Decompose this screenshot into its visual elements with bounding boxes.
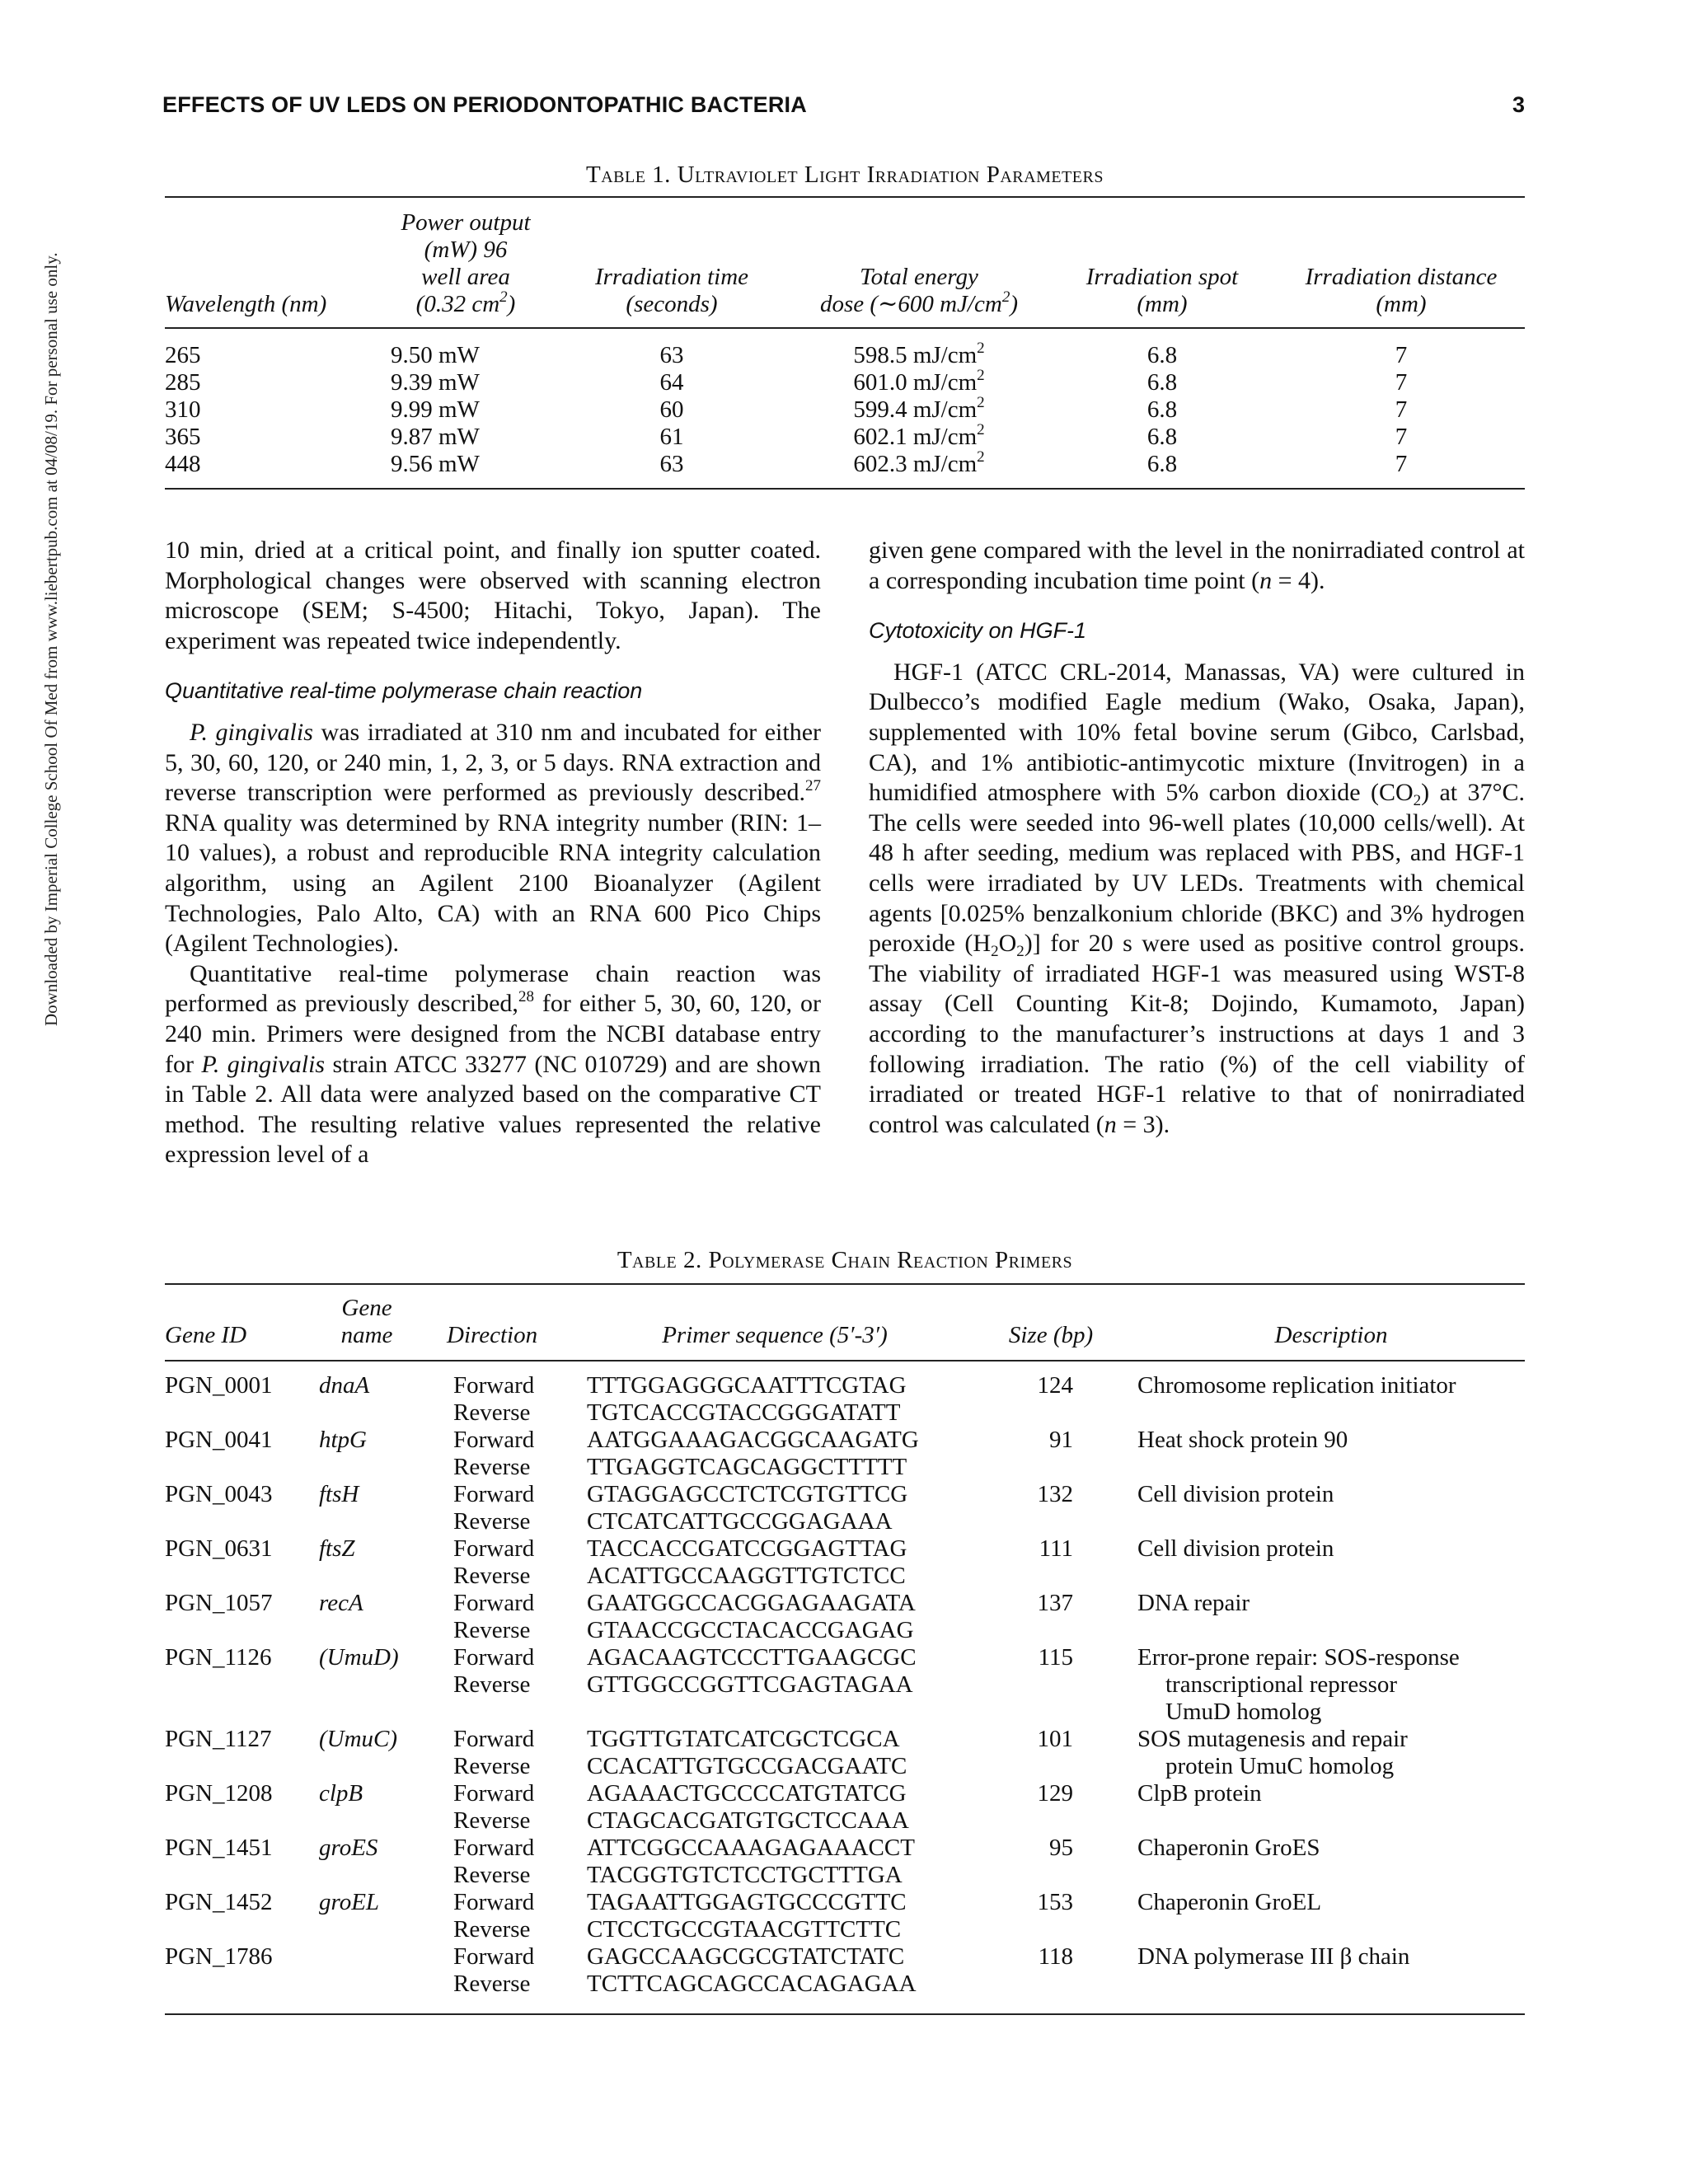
table2-cell-gene-name: (UmuD) — [319, 1644, 399, 1671]
table1-header-energy-line1: Total energy — [860, 264, 978, 290]
table1-cell-time: 64 — [659, 369, 684, 396]
table2-cell-primer-reverse: TGTCACCGTACCGGGATATT — [587, 1399, 901, 1426]
table1-cell-distance: 7 — [1395, 451, 1408, 477]
table2-cell-gene-id: PGN_0041 — [165, 1427, 273, 1453]
table2-cell-description — [1137, 1644, 1550, 1726]
table2-cell-primer-reverse: CTCATCATTGCCGGAGAAA — [587, 1508, 893, 1535]
table2-cell-size: 124 — [1037, 1372, 1073, 1399]
table2-cell-primer-reverse: CTAGCACGATGTGCTCCAAA — [587, 1807, 909, 1834]
table2-cell-gene-id: PGN_0001 — [165, 1372, 273, 1399]
table1-cell-power: 9.39 mW — [391, 369, 480, 396]
table2-cell-description — [1137, 1780, 1550, 1807]
table1-header-power-line2: (mW) 96 — [424, 237, 508, 263]
table2-cell-description — [1137, 1590, 1550, 1617]
table1-cell-time: 60 — [659, 396, 684, 423]
table2-header-direction: Direction — [447, 1322, 538, 1348]
table2-cell-primer-reverse: TTGAGGTCAGCAGGCTTTTT — [587, 1454, 907, 1480]
table2-cell-description — [1137, 1889, 1550, 1916]
table2-caption: Table 2. Polymerase Chain Reaction Primers — [617, 1247, 1073, 1273]
table1-cell-power: 9.56 mW — [391, 451, 480, 477]
table1-cell-spot: 6.8 — [1146, 342, 1178, 368]
table2-cell-primer-reverse: TACGGTGTCTCCTGCTTTGA — [587, 1862, 903, 1888]
table2-header-gene-name-line1: Gene — [341, 1295, 392, 1321]
table1-cell-spot: 6.8 — [1146, 424, 1178, 450]
table1-cell-distance: 7 — [1395, 396, 1408, 423]
table1-cell-time: 61 — [659, 424, 684, 450]
table2-header-rule — [165, 1360, 1525, 1361]
table1-header-rule — [165, 327, 1525, 329]
table2-description-line: SOS mutagenesis and repair — [1137, 1726, 1408, 1752]
table2-cell-primer-reverse: TCTTCAGCAGCCACAGAGAA — [587, 1971, 917, 1997]
table1-cell-power: 9.87 mW — [391, 424, 480, 450]
table2-cell-primer-reverse: GTAACCGCCTACACCGAGAG — [587, 1617, 914, 1643]
table2-cell-direction: Forward — [453, 1590, 535, 1616]
table2-cell-size: 129 — [1037, 1780, 1073, 1807]
table2-cell-direction: Forward — [453, 1780, 535, 1807]
table2-cell-gene-id: PGN_1208 — [165, 1780, 273, 1807]
table2-cell-size: 153 — [1037, 1889, 1073, 1915]
table2-cell-description — [1137, 1427, 1550, 1454]
table2-cell-direction: Reverse — [453, 1671, 531, 1698]
left-paragraph-2: P. gingivalis was irradiated at 310 nm and incubated for either 5, 30, 60, 120, or 240 min, 1, 2, 3, or 5 days. RNA extraction and reverse transcription were performed as previously described.$^{27}$ RNA quality was determined by RNA integrity number (RIN: 1–10 values), a robust and reproducible RNA integrity calculation algorithm, using an Agilent 2100 Bioanalyzer (Agilent Technologies, Palo Alto, CA) with an RNA 600 Pico Chips (Agilent Technologies). — [165, 718, 821, 958]
table1-caption: Table 1. Ultraviolet Light Irradiation Parameters — [586, 162, 1104, 188]
table1-cell-energy: 602.1 $mJ/cm^2$ — [853, 421, 985, 450]
table2-cell-primer-forward: AGAAACTGCCCCATGTATCG — [587, 1780, 907, 1807]
table2-cell-description — [1137, 1943, 1550, 1971]
table2-cell-gene-name: recA — [319, 1590, 363, 1616]
table1-header-power-line1: Power output — [401, 209, 531, 236]
download-notice: Downloaded by Imperial College School Of Med from www.liebertpub.com at 04/08/19. For personal use only. — [41, 252, 61, 1026]
section-heading-qpcr: Quantitative real-time polymerase chain reaction — [165, 678, 643, 704]
table1-cell-distance: 7 — [1395, 424, 1408, 450]
table2-cell-direction: Reverse — [453, 1971, 531, 1997]
table1-cell-energy: 599.4 $mJ/cm^2$ — [853, 394, 985, 423]
table2-cell-gene-name: (UmuC) — [319, 1726, 398, 1752]
table2-bottom-rule — [165, 2013, 1525, 2015]
table2-cell-gene-id: PGN_0631 — [165, 1535, 273, 1562]
right-paragraph-1: given gene compared with the level in the nonirradiated control at a corresponding incubation time point (n = 4). — [869, 537, 1525, 594]
table2-cell-gene-name: ftsH — [319, 1481, 359, 1507]
table2-cell-gene-name: clpB — [319, 1780, 363, 1807]
table2-cell-direction: Reverse — [453, 1508, 531, 1535]
left-column — [165, 536, 821, 1170]
table1-cell-wavelength: 448 — [165, 451, 201, 477]
table2-description-line: DNA polymerase III β chain — [1137, 1943, 1410, 1970]
table2-header-description: Description — [1274, 1322, 1388, 1348]
table1-cell-wavelength: 285 — [165, 369, 201, 396]
table2-cell-primer-forward: GAGCCAAGCGCGTATCTATC — [587, 1943, 905, 1970]
table2-cell-gene-id: PGN_1451 — [165, 1835, 273, 1861]
table2-cell-size: 91 — [1049, 1427, 1073, 1453]
table2-cell-primer-forward: GAATGGCCACGGAGAAGATA — [587, 1590, 916, 1616]
table2-cell-primer-reverse: CTCCTGCCGTAACGTTCTTC — [587, 1916, 902, 1943]
table2-cell-direction: Reverse — [453, 1807, 531, 1834]
table2-cell-direction: Forward — [453, 1835, 535, 1861]
table2-header-gene-name-line2: name — [340, 1322, 393, 1348]
table2-cell-primer-forward: AATGGAAAGACGGCAAGATG — [587, 1427, 919, 1453]
table2-cell-direction: Reverse — [453, 1617, 531, 1643]
table2-cell-size: 137 — [1037, 1590, 1073, 1616]
table2-header-size: Size (bp) — [1008, 1322, 1094, 1348]
table1-header-distance-line1: Irradiation distance — [1305, 264, 1498, 290]
table1-header-spot-line2: (mm) — [1137, 291, 1188, 317]
table1-header-time-line1: Irradiation time — [594, 264, 749, 290]
right-paragraph-2: HGF-1 (ATCC CRL-2014, Manassas, VA) were cultured in Dulbecco’s modified Eagle medium (Wako, Osaka, Japan), supplemented with 10% fetal bovine serum (Gibco, Carlsbad, CA), and 1% antibiotic-antimycotic mixture (Invitrogen) in a humidified atmosphere with 5% carbon dioxide $(CO_2)$ at 37°C. The cells were seeded into 96-well plates (10,000 cells/well). At 48 h after seeding, medium was replaced with PBS, and HGF-1 cells were irradiated by UV LEDs. Treatments with chemical agents [0.025% benzalkonium chloride (BKC) and 3% hydrogen peroxide $(H_2O_2)$] for 20 s were used as positive control groups. The viability of irradiated HGF-1 was measured using WST-8 assay (Cell Counting Kit-8; Dojindo, Kumamoto, Japan) according to the manufacturer’s instructions at days 1 and 3 following irradiation. The ratio (%) of the cell viability of irradiated or treated HGF-1 relative to that of nonirradiated control was calculated (n = 3). — [869, 658, 1525, 1138]
table2-cell-direction: Forward — [453, 1535, 535, 1562]
table2-cell-gene-id: PGN_1786 — [165, 1943, 273, 1970]
table2-cell-direction: Reverse — [453, 1916, 531, 1943]
table2-header-gene-id: Gene ID — [165, 1322, 247, 1348]
table2-cell-size: 95 — [1049, 1835, 1073, 1861]
table2-description-line: UmuD homolog — [1165, 1699, 1322, 1725]
table2-cell-direction: Reverse — [453, 1399, 531, 1426]
table1-header-spot-line1: Irradiation spot — [1085, 264, 1239, 290]
table2-cell-direction: Reverse — [453, 1753, 531, 1779]
table2-cell-description — [1137, 1835, 1550, 1862]
table2-description-line: ClpB protein — [1137, 1780, 1262, 1807]
table2-cell-gene-name: groES — [319, 1835, 378, 1861]
table2-cell-size: 101 — [1037, 1726, 1073, 1752]
left-paragraph-3: Quantitative real-time polymerase chain reaction was performed as previously described,$^{28}$ for either 5, 30, 60, 120, or 240 min. Primers were designed from the NCBI database entry for P. gingivalis strain ATCC 33277 (NC 010729) and are shown in Table 2. All data were analyzed based on the comparative CT method. The resulting relative values represented the relative expression level of a — [165, 959, 821, 1169]
table1-cell-distance: 7 — [1395, 342, 1408, 368]
table1-cell-wavelength: 265 — [165, 342, 201, 368]
table1-cell-energy: 601.0 $mJ/cm^2$ — [853, 367, 985, 396]
table2-cell-size: 111 — [1039, 1535, 1073, 1562]
table2-cell-primer-forward: TGGTTGTATCATCGCTCGCA — [587, 1726, 900, 1752]
table1-header-energy-line2: dose (∼600 $mJ/cm^2$) — [820, 288, 1018, 317]
table2-cell-gene-id: PGN_1057 — [165, 1590, 273, 1616]
table1-header-wavelength: Wavelength (nm) — [165, 291, 327, 317]
table1-cell-distance: 7 — [1395, 369, 1408, 396]
table2-cell-primer-forward: GTAGGAGCCTCTCGTGTTCG — [587, 1481, 908, 1507]
table2-description-line: Cell division protein — [1137, 1481, 1334, 1507]
table2-cell-description — [1137, 1535, 1550, 1563]
table1-cell-energy: 598.5 $mJ/cm^2$ — [853, 340, 985, 368]
table1-header-distance-line2: (mm) — [1376, 291, 1427, 317]
page-number: 3 — [1512, 92, 1525, 117]
table2-description-line: transcriptional repressor — [1165, 1671, 1398, 1698]
table2-cell-direction: Forward — [453, 1889, 535, 1915]
table2-cell-gene-id: PGN_1452 — [165, 1889, 273, 1915]
table2-cell-gene-id: PGN_1127 — [165, 1726, 272, 1752]
table2-description-line: DNA repair — [1137, 1590, 1250, 1616]
table2-cell-primer-reverse: CCACATTGTGCCGACGAATC — [587, 1753, 907, 1779]
table2-description-line: protein UmuC homolog — [1165, 1753, 1395, 1779]
table2-cell-primer-reverse: GTTGGCCGGTTCGAGTAGAA — [587, 1671, 913, 1698]
table2-description-line: Cell division protein — [1137, 1535, 1334, 1562]
table2-cell-description — [1137, 1372, 1550, 1399]
table1-top-rule — [165, 196, 1525, 198]
table1-cell-spot: 6.8 — [1146, 396, 1178, 423]
table2-cell-primer-forward: AGACAAGTCCCTTGAAGCGC — [587, 1644, 917, 1671]
table2-cell-size: 118 — [1038, 1943, 1073, 1970]
table1-cell-power: 9.99 mW — [391, 396, 480, 423]
table1-cell-wavelength: 310 — [165, 396, 201, 423]
table1-cell-spot: 6.8 — [1146, 451, 1178, 477]
table2-cell-description — [1137, 1726, 1550, 1780]
table2-cell-direction: Reverse — [453, 1454, 531, 1480]
table1-cell-time: 63 — [659, 451, 684, 477]
table2-top-rule — [165, 1283, 1525, 1285]
table1-cell-energy: 602.3 $mJ/cm^2$ — [853, 448, 985, 477]
table2-cell-gene-name: htpG — [319, 1427, 367, 1453]
table2-cell-gene-id: PGN_1126 — [165, 1644, 272, 1671]
running-head: EFFECTS OF UV LEDS ON PERIODONTOPATHIC BACTERIA — [162, 92, 807, 117]
table2-cell-direction: Reverse — [453, 1862, 531, 1888]
table1-cell-power: 9.50 mW — [391, 342, 480, 368]
table1-header-power-line4: (0.32 $cm^2$) — [415, 288, 516, 317]
table1-header-time-line2: (seconds) — [626, 291, 718, 317]
table1-bottom-rule — [165, 488, 1525, 490]
table2-description-line: Chromosome replication initiator — [1137, 1372, 1456, 1399]
table2-description-line: Heat shock protein 90 — [1137, 1427, 1348, 1453]
table2-description-line: Error-prone repair: SOS-response — [1137, 1644, 1460, 1671]
table2-cell-gene-id: PGN_0043 — [165, 1481, 273, 1507]
table2-cell-gene-name: dnaA — [319, 1372, 370, 1399]
table2-cell-primer-forward: TAGAATTGGAGTGCCCGTTC — [587, 1889, 907, 1915]
table1-header-power-line3: well area — [421, 264, 510, 290]
table1-cell-time: 63 — [659, 342, 684, 368]
table2-cell-description — [1137, 1481, 1550, 1508]
right-column — [869, 536, 1525, 1140]
table2-cell-direction: Forward — [453, 1372, 535, 1399]
table2-cell-size: 132 — [1037, 1481, 1073, 1507]
table2-cell-direction: Forward — [453, 1943, 535, 1970]
table1-cell-wavelength: 365 — [165, 424, 201, 450]
table2-cell-gene-name: groEL — [319, 1889, 380, 1915]
table2-cell-direction: Forward — [453, 1726, 535, 1752]
table2-header-primer: Primer sequence (5′-3′) — [662, 1322, 888, 1348]
table2-cell-direction: Forward — [453, 1644, 535, 1671]
table2-cell-size: 115 — [1038, 1644, 1073, 1671]
table2-cell-direction: Reverse — [453, 1563, 531, 1589]
table2-cell-primer-forward: ATTCGGCCAAAGAGAAACCT — [587, 1835, 915, 1861]
table2-description-line: Chaperonin GroEL — [1137, 1889, 1322, 1915]
table2-cell-primer-reverse: ACATTGCCAAGGTTGTCTCC — [587, 1563, 906, 1589]
table2-description-line: Chaperonin GroES — [1137, 1835, 1320, 1861]
table2-cell-direction: Forward — [453, 1427, 535, 1453]
table2-cell-primer-forward: TTTGGAGGGCAATTTCGTAG — [587, 1372, 907, 1399]
table2-cell-direction: Forward — [453, 1481, 535, 1507]
table1-cell-spot: 6.8 — [1146, 369, 1178, 396]
table2-cell-primer-forward: TACCACCGATCCGGAGTTAG — [587, 1535, 907, 1562]
section-heading-cytotoxicity: Cytotoxicity on HGF-1 — [869, 618, 1087, 644]
table2-cell-gene-name: ftsZ — [319, 1535, 355, 1562]
left-paragraph-1: 10 min, dried at a critical point, and finally ion sputter coated. Morphological changes were observed with scanning electron microscope (SEM; S-4500; Hitachi, Tokyo, Japan). The experiment was repeated twice independently. — [165, 537, 821, 654]
